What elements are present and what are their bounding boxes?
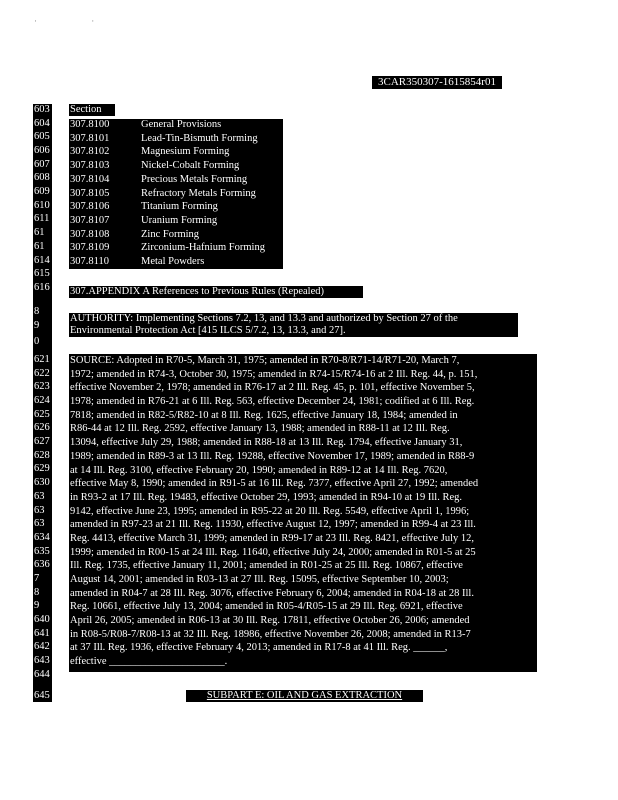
section-title: Nickel-Cobalt Forming	[141, 160, 240, 172]
section-heading-block	[69, 104, 115, 116]
line-number: 628	[34, 450, 50, 461]
section-list-item	[69, 242, 283, 254]
section-number: 307.8100	[70, 119, 110, 130]
source-line: amended in R97-23 at 21 Ill. Reg. 11930, effective August 12, 1997; amended in R99-4 at 23 Ill.	[70, 519, 476, 531]
line-number: 626	[34, 422, 50, 433]
subpart-heading: SUBPART E: OIL AND GAS EXTRACTION	[186, 690, 423, 702]
document-header-code: 3CAR350307-1615854r01	[372, 76, 502, 89]
line-number: 63	[34, 505, 45, 516]
section-number: 307.8105	[70, 187, 110, 199]
section-title: Zirconium-Hafnium Forming	[141, 242, 265, 254]
line-number: 9	[34, 600, 40, 611]
scan-artifact-dots: · ·	[34, 16, 121, 26]
line-number: 635	[34, 546, 50, 557]
line-number: 7	[34, 573, 40, 584]
section-list-item	[69, 229, 283, 241]
section-number: 307.8104	[70, 173, 110, 185]
section-number: 307.8108	[70, 228, 110, 240]
line-number: 61	[34, 227, 45, 238]
source-line: 13094, effective July 29, 1988; amended in R88-18 at 13 Ill. Reg. 1794, effective January 31,	[70, 437, 463, 449]
line-number: 609	[34, 186, 50, 197]
section-number: 307.8106	[70, 201, 110, 213]
line-number: 622	[34, 368, 50, 379]
line-number: 627	[34, 436, 50, 447]
line-number: 8	[34, 587, 40, 598]
line-number: 621	[34, 354, 50, 365]
line-number: 640	[34, 614, 50, 625]
line-number: 625	[34, 409, 50, 420]
line-number: 623	[34, 381, 50, 392]
section-list-item	[69, 119, 283, 131]
source-line: in R93-2 at 17 Ill. Reg. 19483, effective October 29, 1993; amended in R94-10 at 19 Ill. Reg.	[70, 491, 463, 503]
line-number: 611	[34, 213, 50, 224]
source-line: R86-44 at 12 Ill. Reg. 2592, effective January 13, 1988; amended in R88-11 at 12 Ill. Reg.	[70, 423, 450, 435]
section-heading: Section	[70, 104, 102, 115]
section-list-item	[69, 201, 283, 213]
source-line: at 37 Ill. Reg. 1936, effective February 4, 2013; amended in R17-8 at 41 Ill. Reg. ______,	[70, 642, 448, 654]
line-number: 629	[34, 463, 50, 474]
section-list-item	[69, 188, 283, 200]
appendix-heading-block	[69, 286, 363, 298]
section-number: 307.8109	[70, 242, 110, 254]
line-number: 607	[34, 159, 50, 170]
source-line: Reg. 4413, effective March 31, 1999; amended in R99-17 at 23 Ill. Reg. 8421, effective July 12,	[70, 532, 475, 544]
line-number: 614	[34, 255, 50, 266]
section-list-item	[69, 146, 283, 158]
section-list-item	[69, 256, 283, 268]
source-line: 1999; amended in R00-15 at 24 Ill. Reg. 11640, effective July 24, 2000; amended in R01-5 at 25	[70, 546, 476, 558]
section-title: Uranium Forming	[141, 214, 218, 226]
line-number: 645	[34, 690, 50, 701]
section-title: Magnesium Forming	[141, 146, 230, 158]
line-number: 634	[34, 532, 50, 543]
line-number: 605	[34, 131, 50, 142]
appendix-heading: 307.APPENDIX A References to Previous Rules (Repealed)	[70, 286, 324, 297]
source-line: 1978; amended in R76-21 at 6 Ill. Reg. 563, effective December 24, 1981; codified at 6 Ill. Reg.	[70, 396, 475, 408]
line-number: 624	[34, 395, 50, 406]
line-number: 643	[34, 655, 50, 666]
source-line: Ill. Reg. 1735, effective January 11, 2001; amended in R01-25 at 25 Ill. Reg. 10867, effective	[70, 560, 463, 572]
section-list-item	[69, 174, 283, 186]
source-note	[69, 354, 537, 672]
source-line: April 26, 2005; amended in R06-13 at 30 Ill. Reg. 17811, effective October 26, 2006; amended	[70, 615, 470, 627]
line-number: 9	[34, 320, 40, 331]
line-number: 642	[34, 641, 50, 652]
line-number: 606	[34, 145, 50, 156]
line-number: 616	[34, 282, 50, 293]
section-list	[69, 119, 283, 269]
section-number: 307.8107	[70, 214, 110, 226]
section-title: Precious Metals Forming	[141, 173, 248, 185]
source-line: amended in R04-7 at 28 Ill. Reg. 3076, effective February 6, 2004; amended in R04-18 at 28 Ill.	[70, 587, 474, 599]
section-number: 307.8101	[70, 132, 110, 144]
line-number: 604	[34, 118, 50, 129]
line-number: 608	[34, 172, 50, 183]
section-title: General Provisions	[141, 119, 222, 130]
source-line: August 14, 2001; amended in R03-13 at 27 Ill. Reg. 15095, effective September 10, 2003;	[70, 574, 449, 585]
line-number: 636	[34, 559, 50, 570]
source-line: 1972; amended in R74-3, October 30, 1975; amended in R74-15/R74-16 at 2 Ill. Reg. 44, p. 151,	[70, 368, 478, 380]
section-title: Metal Powders	[141, 256, 205, 267]
source-line: 9142, effective June 23, 1995; amended in R95-22 at 20 Ill. Reg. 5549, effective April 1, 1996;	[70, 505, 470, 517]
section-title: Zinc Forming	[141, 228, 200, 240]
source-line: effective November 2, 1978; amended in R76-17 at 2 Ill. Reg. 45, p. 101, effective November 5,	[70, 382, 475, 394]
section-title: Titanium Forming	[141, 201, 218, 213]
line-number: 63	[34, 491, 45, 502]
section-title: Lead-Tin-Bismuth Forming	[141, 132, 258, 144]
source-line: effective ______________________.	[70, 656, 228, 668]
section-number: 307.8102	[70, 146, 110, 158]
line-number: 603	[34, 104, 50, 115]
section-number: 307.8110	[70, 256, 109, 267]
source-line: Reg. 10661, effective July 13, 2004; amended in R05-4/R05-15 at 29 Ill. Reg. 6921, effective	[70, 601, 463, 613]
authority-note	[69, 313, 518, 337]
section-number: 307.8103	[70, 160, 110, 172]
line-number: 630	[34, 477, 50, 488]
source-line: in R08-5/R08-7/R08-13 at 32 Ill. Reg. 18986, effective November 26, 2008; amended in R13-7	[70, 628, 471, 640]
section-list-item	[69, 133, 283, 145]
source-line: 7818; amended in R82-5/R82-10 at 8 Ill. Reg. 1625, effective January 18, 1984; amended in	[70, 409, 458, 421]
line-number: 641	[34, 628, 50, 639]
authority-line: AUTHORITY: Implementing Sections 7.2, 13, and 13.3 and authorized by Section 27 of the	[70, 313, 458, 324]
source-line: 1989; amended in R89-3 at 13 Ill. Reg. 19288, effective November 17, 1989; amended in R88-9	[70, 450, 475, 462]
line-number: 8	[34, 306, 40, 317]
line-number: 615	[34, 268, 50, 279]
source-line: at 14 Ill. Reg. 3100, effective February 20, 1990; amended in R89-12 at 14 Ill. Reg. 7620,	[70, 464, 448, 476]
section-list-item	[69, 160, 283, 172]
section-list-item	[69, 215, 283, 227]
line-number: 644	[34, 669, 50, 680]
line-number: 61	[34, 241, 45, 252]
source-line: effective May 8, 1990; amended in R91-5 at 16 Ill. Reg. 7377, effective April 27, 1992; amended	[70, 478, 479, 490]
line-number: 610	[34, 200, 50, 211]
source-line: SOURCE: Adopted in R70-5, March 31, 1975; amended in R70-8/R71-14/R71-20, March 7,	[70, 355, 460, 366]
line-number: 0	[34, 336, 40, 347]
section-title: Refractory Metals Forming	[141, 187, 256, 199]
authority-line: Environmental Protection Act [415 ILCS 5/7.2, 13, 13.3, and 27].	[70, 325, 346, 336]
line-number: 63	[34, 518, 45, 529]
